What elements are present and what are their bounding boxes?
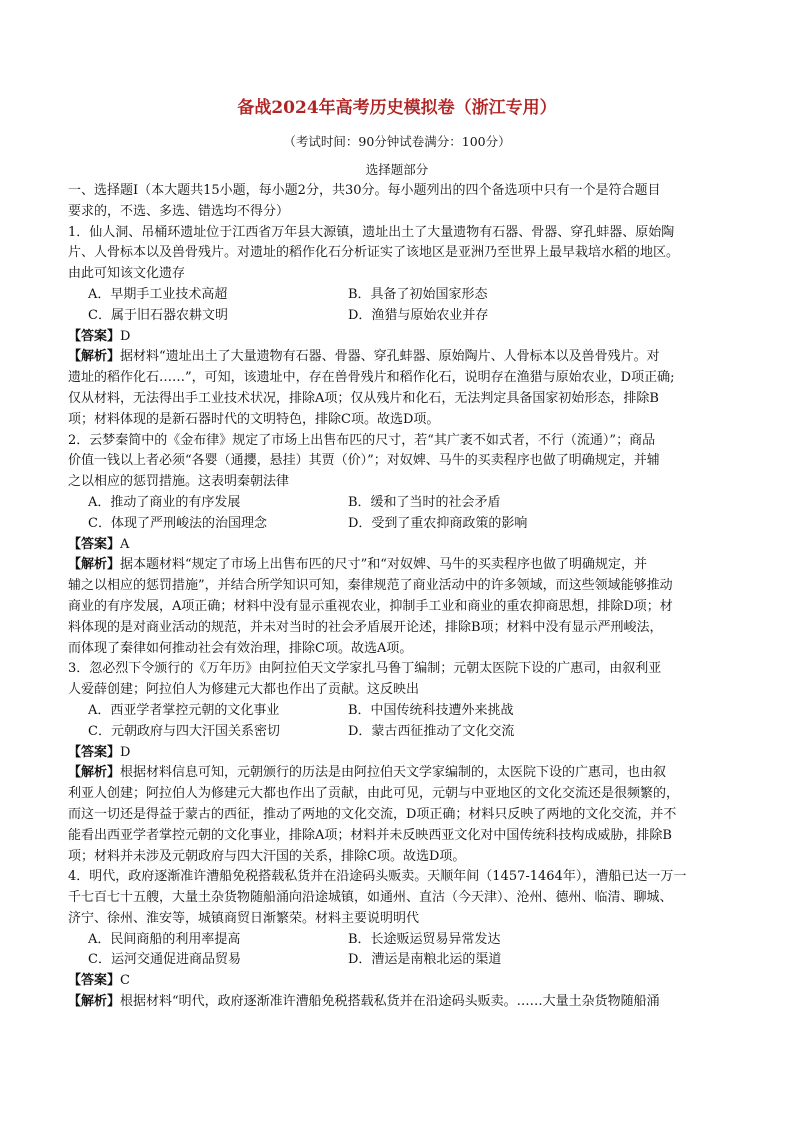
- question-stem-line: 由此可知该文化遗存: [68, 266, 186, 282]
- option-b: B．中国传统科技遭外来挑战: [348, 702, 514, 718]
- exam-body: [68, 181, 726, 1013]
- question-stem-line: 价值一钱以上者必须“各婴（通攖，悬挂）其贾（价）”；对奴婢、马牛的买卖程序也做了明确规定，并辅: [68, 453, 660, 469]
- analysis-line: 仅从材料，无法得出手工业技术状况，排除A项；仅从残片和化石，无法判定具备国家初始形态，排除B: [68, 390, 659, 406]
- answer-line: [68, 971, 726, 992]
- option-b: B．长途贩运贸易异常发达: [348, 931, 501, 947]
- option-d: D．受到了重农抑商政策的影响: [348, 515, 528, 531]
- section-heading: 选择题部分: [365, 162, 429, 177]
- analysis-line: 而这一切还是得益于蒙古的西征，推动了两地的文化交流，D项正确；材料只反映了两地的文化交流，并不: [68, 806, 677, 822]
- analysis-line: 商业的有序发展，A项正确；材料中没有显示重视农业，抑制手工业和商业的重农抑商思想，排除D项；材: [68, 598, 673, 614]
- option-c: C．属于旧石器农耕文明: [88, 307, 228, 323]
- analysis-line: [68, 992, 726, 1013]
- instructions-line: 要求的，不选、多选、错选均不得分）: [68, 203, 290, 219]
- option-a: A．西亚学者掌控元朝的文化事业: [88, 702, 280, 718]
- question-stem-line: 2．云梦秦简中的《金布律》规定了市场上出售布匹的尺寸，若“其广袤不如式者，不行（流通）”；商品: [68, 432, 656, 448]
- analysis-text: 根据材料“明代，政府逐渐准许漕船免税搭载私货并在沿途码头贩卖。……大量土杂货物随船涌: [120, 994, 660, 1010]
- option-d: D．漕运是南粮北运的渠道: [348, 952, 502, 968]
- exam-info: （考试时间：90分钟试卷满分：100分）: [283, 134, 511, 149]
- analysis-line: 利亚人创建；阿拉伯人为修建元大都也作出了贡献，由此可见，元朝与中亚地区的文化交流还是很频繁的，: [68, 786, 680, 802]
- instructions-line: 一、选择题Ⅰ（本大题共15小题，每小题2分，共30分。每小题列出的四个备选项中只有一个是符合题目: [68, 183, 661, 198]
- analysis-line: [68, 555, 726, 576]
- analysis-text: 根据材料信息可知，元朝颁行的历法是由阿拉伯天文学家编制的，太医院下设的广惠司，也由叙: [120, 765, 667, 781]
- question-stem-line: 千七百七十五艘，大量土杂货物随船涌向沿途城镇，如通州、直沽（今天津）、沧州、德州、临清、聊城、: [68, 890, 673, 906]
- question-4: [68, 867, 726, 1013]
- analysis-line: 遗址的稻作化石……”，可知，该遗址中，存在兽骨残片和稻作化石，说明存在渔猎与原始农业，D项正确;: [68, 370, 675, 386]
- question-stem-line: 人爱薛创建；阿拉伯人为修建元大都也作出了贡献。这反映出: [68, 682, 420, 698]
- answer-label: 【答案】: [68, 973, 121, 989]
- option-d: D．渔猎与原始农业并存: [348, 307, 489, 323]
- option-a: A．早期手工业技术高超: [88, 286, 228, 302]
- option-a: A．推动了商业的有序发展: [88, 494, 241, 510]
- analysis-label: 【解析】: [68, 765, 121, 781]
- analysis-line: [68, 347, 726, 368]
- question-stem-line: 之以相应的惩罚措施。这表明秦朝法律: [68, 474, 290, 490]
- analysis-line: 料体现的是对商业活动的规范，并未对当时的社会矛盾展开论述，排除B项；材料中没有显示严刑峻法，: [68, 619, 663, 635]
- analysis-line: [68, 763, 726, 784]
- analysis-label: 【解析】: [68, 349, 121, 365]
- question-stem-line: 1．仙人洞、吊桶环遗址位于江西省万年县大源镇，遗址出土了大量遗物有石器、骨器、穿孔蚌器、原始陶: [68, 224, 675, 240]
- question-2: [68, 431, 726, 660]
- analysis-line: 而体现了秦律如何推动社会有效治理，排除C项。故选A项。: [68, 640, 413, 656]
- answer-label: 【答案】: [68, 328, 121, 344]
- document-title: 备战2024年高考历史模拟卷（浙江专用）: [237, 98, 557, 118]
- answer-value: D: [120, 328, 131, 344]
- question-1: [68, 223, 726, 431]
- answer-value: C: [120, 973, 130, 989]
- analysis-line: 辅之以相应的惩罚措施”，并结合所学知识可知，秦律规范了商业活动中的许多领域，而这些领域能够推动: [68, 578, 673, 594]
- option-c: C．运河交通促进商品贸易: [88, 952, 241, 968]
- question-stem-line: 4．明代，政府逐渐准许漕船免税搭载私货并在沿途码头贩卖。天顺年间（1457-1464年），漕船已达一万一: [68, 869, 687, 885]
- answer-label: 【答案】: [68, 536, 121, 552]
- analysis-label: 【解析】: [68, 994, 121, 1010]
- option-d: D．蒙古西征推动了文化交流: [348, 723, 515, 739]
- analysis-line: 项；材料并未涉及元朝政府与四大汗国的关系，排除C项。故选D项。: [68, 848, 466, 864]
- answer-line: [68, 327, 726, 348]
- question-stem-line: 片、人骨标本以及兽骨残片。对遗址的稻作化石分析证实了该地区是亚洲乃至世界上最早栽培水稻的地区。: [68, 245, 680, 261]
- analysis-label: 【解析】: [68, 557, 121, 573]
- analysis-text: 据本题材料“规定了市场上出售布匹的尺寸”和“对奴婢、马牛的买卖程序也做了明确规定，并: [120, 557, 647, 573]
- option-b: B．缓和了当时的社会矛盾: [348, 494, 501, 510]
- analysis-line: 项；材料体现的是新石器时代的文明特色，排除C项。故选D项。: [68, 411, 440, 427]
- analysis-line: 能看出西亚学者掌控元朝的文化事业，排除A项；材料并未反映西亚文化对中国传统科技构成威胁，排除B: [68, 827, 672, 843]
- answer-line: [68, 743, 726, 764]
- analysis-text: 据材料“遗址出土了大量遗物有石器、骨器、穿孔蚌器、原始陶片、人骨标本以及兽骨残片。对: [120, 349, 660, 365]
- option-c: C．元朝政府与四大汗国关系密切: [88, 723, 280, 739]
- answer-line: [68, 535, 726, 556]
- answer-value: D: [120, 744, 131, 760]
- question-stem-line: 3．忽必烈下令颁行的《万年历》由阿拉伯天文学家扎马鲁丁编制；元朝太医院下设的广惠司，由叙利亚: [68, 661, 662, 677]
- answer-label: 【答案】: [68, 744, 121, 760]
- option-c: C．体现了严刑峻法的治国理念: [88, 515, 267, 531]
- question-stem-line: 济宁、徐州、淮安等，城镇商贸日渐繁荣。材料主要说明明代: [68, 910, 420, 926]
- question-3: [68, 659, 726, 867]
- answer-value: A: [120, 536, 130, 552]
- option-a: A．民间商船的利用率提高: [88, 931, 241, 947]
- option-b: B．具备了初始国家形态: [348, 286, 488, 302]
